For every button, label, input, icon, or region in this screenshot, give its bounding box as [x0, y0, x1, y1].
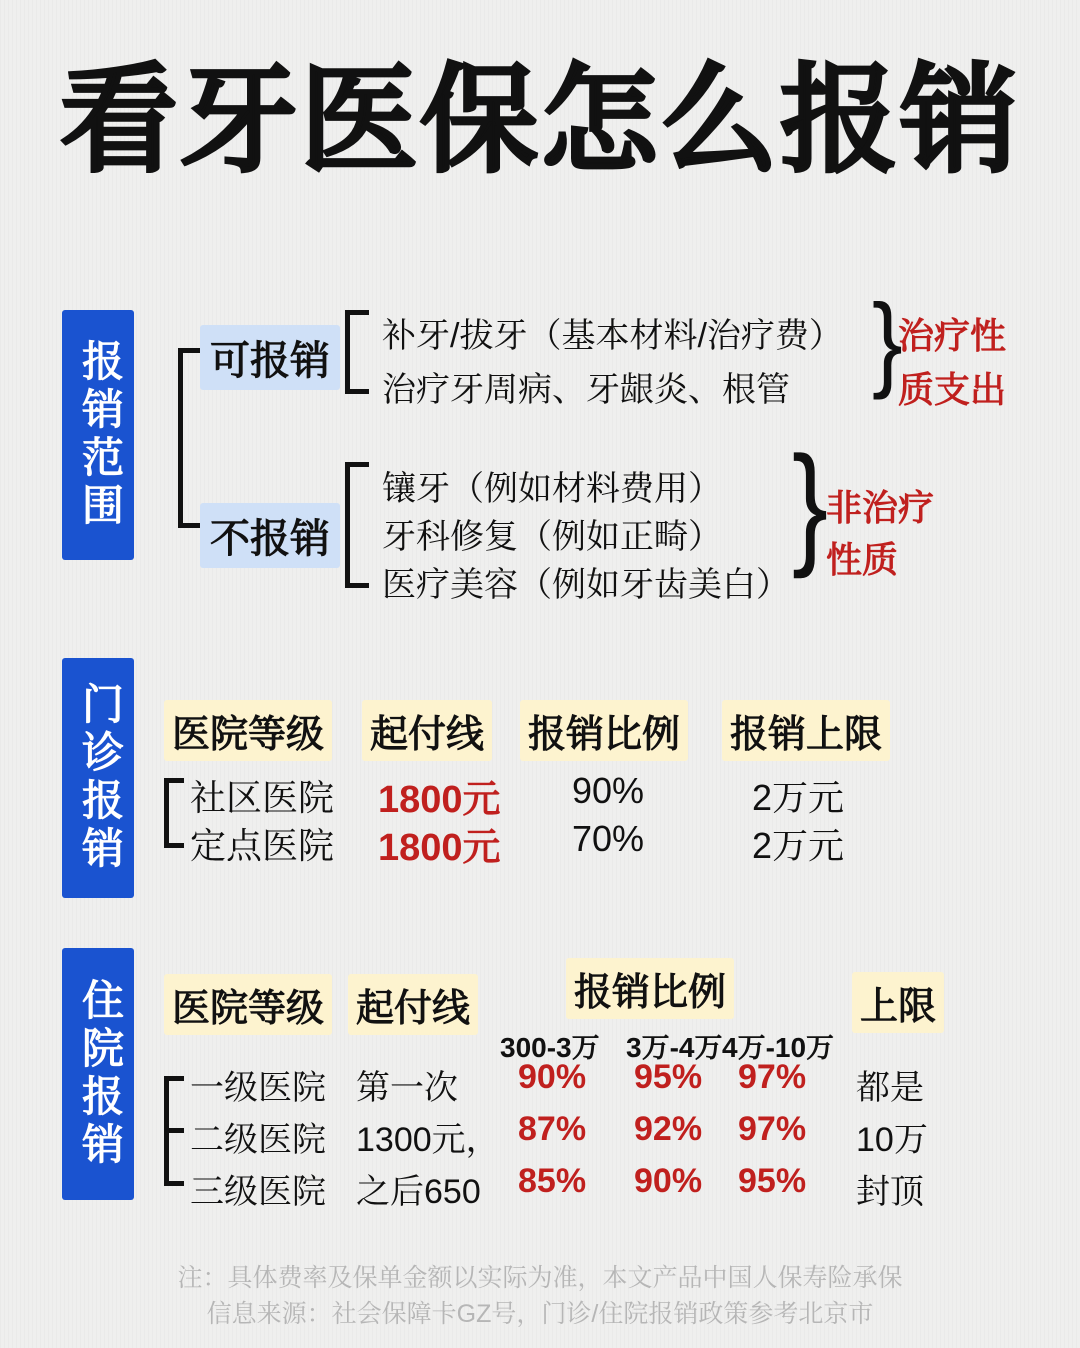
inpatient-header-ratio-text: 报销比例 — [566, 958, 734, 1019]
inpatient-row-3-r1: 85% — [518, 1162, 587, 1200]
not-covered-note-line2: 性质 — [826, 539, 899, 580]
outpatient-header-deductible — [362, 700, 492, 761]
outpatient-row-1-deductible: 1800元 — [378, 779, 501, 821]
inpatient-row-1-r3: 97% — [738, 1058, 807, 1096]
inpatient-row-bracket-arm-3 — [164, 1181, 184, 1186]
outpatient-row-bracket-vertical — [164, 778, 169, 846]
outpatient-row-bracket-arm-1 — [164, 778, 184, 783]
covered-note-line1: 治疗性 — [898, 315, 1007, 356]
outpatient-header-hospital — [164, 700, 332, 761]
outpatient-header-cap-text: 报销上限 — [722, 700, 890, 761]
covered-bracket-top-arm — [345, 310, 369, 315]
inpatient-row-3-deductible: 之后650 — [356, 1173, 481, 1211]
inpatient-row-2-r1: 87% — [518, 1110, 587, 1148]
not-covered-item-1: 镶牙（例如材料费用） — [382, 470, 722, 508]
inpatient-row-1-deductible: 第一次 — [356, 1069, 458, 1107]
covered-item-1: 补牙/拔牙（基本材料/治疗费） — [382, 317, 843, 355]
covered-note-line2: 质支出 — [898, 369, 1007, 410]
outpatient-row-1-ratio: 90% — [572, 770, 645, 811]
not-covered-bracket-top-arm — [345, 462, 369, 467]
outpatient-header-ratio-text: 报销比例 — [520, 700, 688, 761]
outpatient-row-bracket-arm-2 — [164, 843, 184, 848]
section-label-outpatient: 门诊报销 — [62, 658, 134, 898]
section-label-inpatient: 住院报销 — [62, 948, 134, 1200]
inpatient-row-2-cap: 10万 — [856, 1121, 928, 1159]
outpatient-header-hospital-text: 医院等级 — [164, 700, 332, 761]
inpatient-subheader-2: 3万-4万 — [626, 1032, 723, 1063]
covered-brace-icon: } — [872, 283, 903, 401]
footer-note — [0, 1260, 1080, 1333]
covered-item-2: 治疗牙周病、牙龈炎、根管 — [382, 371, 790, 409]
inpatient-subheader-1: 300-3万 — [500, 1032, 600, 1063]
inpatient-row-bracket-arm-2 — [164, 1128, 184, 1133]
table-row: 三级医院 — [190, 1173, 326, 1211]
not-covered-label: 不报销 — [200, 503, 340, 568]
inpatient-header-ratio — [566, 958, 734, 1019]
inpatient-header-deductible-text: 起付线 — [348, 974, 478, 1035]
inpatient-row-3-r2: 90% — [634, 1162, 703, 1200]
outpatient-row-2-ratio: 70% — [572, 818, 645, 859]
inpatient-header-hospital-text: 医院等级 — [164, 974, 332, 1035]
inpatient-row-1-r1: 90% — [518, 1058, 587, 1096]
outpatient-row-2-deductible: 1800元 — [378, 827, 501, 869]
inpatient-row-2-deductible: 1300元， — [356, 1121, 500, 1159]
page-title: 看牙医保怎么报销 — [59, 55, 1020, 187]
inpatient-row-bracket-arm-1 — [164, 1076, 184, 1081]
covered-bracket-vertical — [345, 310, 350, 394]
inpatient-header-hospital — [164, 974, 332, 1035]
table-row: 社区医院 — [190, 777, 335, 818]
inpatient-row-1-cap: 都是 — [856, 1069, 924, 1107]
outpatient-header-ratio — [520, 700, 688, 761]
table-row: 一级医院 — [190, 1069, 326, 1107]
covered-label: 可报销 — [200, 325, 340, 390]
inpatient-row-2-r3: 97% — [738, 1110, 807, 1148]
not-covered-bracket-bottom-arm — [345, 583, 369, 588]
table-row: 定点医院 — [190, 825, 335, 866]
not-covered-note-line1: 非治疗 — [826, 487, 935, 528]
inpatient-row-2-r2: 92% — [634, 1110, 703, 1148]
outpatient-header-cap — [722, 700, 890, 761]
inpatient-header-deductible — [348, 974, 478, 1035]
inpatient-header-cap — [852, 972, 944, 1033]
inpatient-row-1-r2: 95% — [634, 1058, 703, 1096]
table-row: 二级医院 — [190, 1121, 326, 1159]
inpatient-subheader-3: 4万-10万 — [722, 1032, 835, 1063]
inpatient-row-3-cap: 封顶 — [856, 1173, 924, 1211]
inpatient-header-cap-text: 上限 — [852, 972, 944, 1033]
covered-label-wrap — [200, 325, 340, 390]
covered-bracket-bottom-arm — [345, 389, 369, 394]
outpatient-row-1-cap: 2万元 — [752, 777, 845, 818]
not-covered-item-2: 牙科修复（例如正畸） — [382, 518, 722, 556]
outpatient-row-2-cap: 2万元 — [752, 825, 845, 866]
outpatient-header-deductible-text: 起付线 — [362, 700, 492, 761]
footer-line-1: 注：具体费率及保单金额以实际为准，本文产品中国人保寿险承保 — [177, 1263, 903, 1292]
not-covered-brace-icon: } — [792, 427, 829, 579]
not-covered-bracket-vertical — [345, 462, 350, 588]
not-covered-label-wrap — [200, 503, 340, 568]
section-label-scope: 报销范围 — [62, 310, 134, 560]
footer-line-2: 信息来源：社会保障卡GZ号，门诊/住院报销政策参考北京市 — [206, 1299, 874, 1328]
scope-bracket-vertical — [178, 348, 183, 528]
not-covered-item-3: 医疗美容（例如牙齿美白） — [382, 566, 790, 604]
inpatient-row-3-r3: 95% — [738, 1162, 807, 1200]
